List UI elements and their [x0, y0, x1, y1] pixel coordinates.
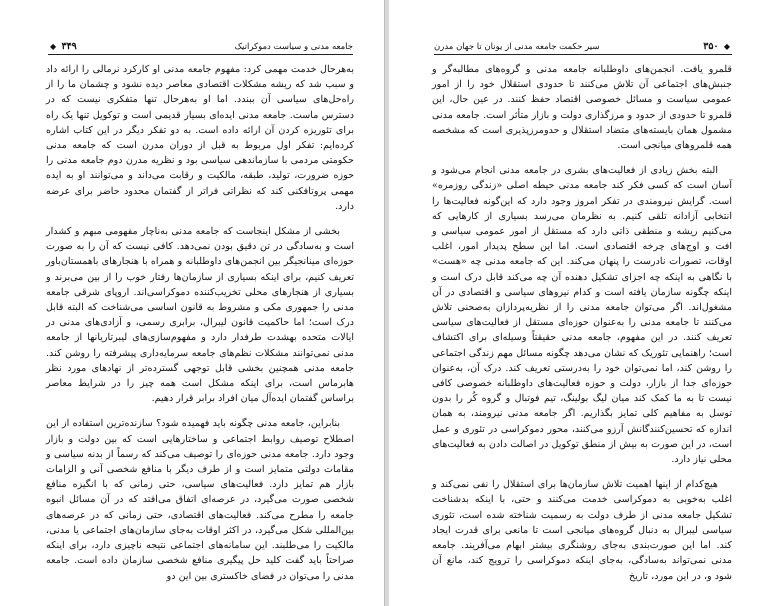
- right-page-header: [434, 41, 732, 55]
- left-page-number: ۳۴۹: [61, 41, 77, 52]
- diamond-icon: ◆: [50, 41, 57, 51]
- paragraph: بخشی از مشکل اینجاست که جامعه مدنی به‌ناچار مفهومی مبهم و کشدار است و به‌سادگی در تن دقیق بودن نمی‌دهد. کافی نیست که آن را به صورت حوزه‌ای مینانجیگر بین انجمن‌های داوطلبانه و همراه با هنجارهای باهمستان‌باور تعریف کنیم، برای اینکه بسیاری از سازمان‌ها رفتار خوب را از بین می‌برند و بسیاری از هنجارهای محلی تخریب‌کننده دموکراسی‌اند. اروپای شرقی جامعه مدنی را جمهوری مکی و مشروط به قانون اساسی می‌شناخت که البته قابل درک است؛ اما حاکمیت قانون لیبرال، برابری رسمی، و آزادی‌های مدنی در ایالات متحده بهشدت طرفدار دارد و مفهوم‌سازی‌های لیبرتاریانها از جامعه مدنی نمی‌توانند مشکلات نظم‌های جامعه سرمایه‌داری پیشرفته را روشن کند. جامعه مدنی همچنین بخشی قابل توجهی گسترده‌تر از نهادهای مورد نظر هابرماس است، برای اینکه مشکل است همه چیز را در شرایط معاصر براساس گفتمان ایده‌آل میان افراد برابر قرار دهیم.: [46, 226, 354, 405]
- paragraph: البته بخش زیادی از فعالیت‌های بشری در جامعه مدنی انجام می‌شود و آسان است که کسی فکر کند جامعه مدنی حیطه اصلی «زندگی روزمره» است. گرایش نیرومندی در تفکر امروز وجود دارد که این‌گونه فعالیت‌ها را انتخابی آزادانه تلقی کنیم. به نظرمان می‌رسد بسیاری از کارهایی که می‌کنیم ریشه و منطقی ذاتی دارد که مستقل از امور عمومی سیاسی و افت و اوج‌های چرخه اقتصادی است. اما این سطح پدیدار امور، اغلب اوقات، تصورات نادرست را پنهان می‌کند. این که جامعه مدنی چه «هست» با نگاهی به اینکه چه اجزای تشکیل دهنده آن چه می‌کند قابل درک است و اینکه چگونه سازمان یافته است و کدام نیروهای سیاسی و اقتصادی در آن مشغول‌اند. اگر می‌توان جامعه مدنی را از نظریه‌پردازان به‌صحنی تلاش می‌کنند تا جامعه مدنی را به‌عنوان حوزه‌ای مستقل از فعالیت‌های سیاسی تعریف کنند. در این مفهوم، جامعه مدنی حقیقتاً وسیله‌ای برای اکتشاف است؛ راهنمایی تئوریک که نشان می‌دهد چگونه مسائل مهم زندگی اجتماعی را روشن کند، اما نمی‌توان خود را به‌درستی تعریف کند. درک آن، به‌عنوان حوزه‌ای جدا از بازار، دولت و حوزه فعالیت‌های داوطلبانه خصوصی کافی نیست تا به ما کمک کند میان لیگ بولینگ، تیم فوتبال و گروه کُر را بدون توسل به مفاهیم کلی تمایز بگذاریم. اگر جامعه مدنی نیرومند، به همان اندازه که تحسین‌کنندگانش آرزو می‌کنند، محور دموکراسی در تئوری و عمل است، در این صورت به بیش از منطق توکویل در اصالت دادن به فعالیت‌های محلی نیاز دارد.: [432, 165, 732, 466]
- left-running-head: جامعه مدنی و سیاست دموکراتیک: [234, 42, 353, 52]
- book-spine: [384, 0, 389, 606]
- left-page-header: [48, 41, 353, 55]
- paragraph: بنابراین، جامعه مدنی چگونه باید فهمیده شود؟ سازنده‌ترین استفاده از این اصطلاح توصیف روابط اجتماعی و ساختارهایی است که بین دولت و بازار وجود دارد. جامعه مدنی حوزه‌ای را توصیف می‌کند که رسماً از بدنه سیاسی و مقامات دولتی متمایز است و از طرف دیگر با منافع شخصی آنی و الزامات بازار هم تمایز دارد. فعالیت‌های سیاسی، حتی زمانی که با انگیزه منافع شخصی صورت می‌گیرد، در عرصه‌ای اتفاق می‌افتد که در آن مسائل انبوه جامعه را مطرح می‌کند. فعالیت‌های اقتصادی، حتی زمانی که در عرصه‌های بین‌المللی شکل می‌گیرد، در اکثر اوقات به‌جای سازمان‌های اجتماعی یا مدنی، مالکیت را می‌طلبند. این سامانه‌های اجتماعی نتیجه ناچیزی دارد، برای اینکه صراحتاً باید گفت کلید حل پیگیری منافع شخصی سازمان داده است. جامعه مدنی را می‌توان در فضای خاکستری بین این دو: [46, 418, 354, 582]
- paragraph: هیچ‌کدام از اینها اهمیت تلاش سازمان‌ها برای استقلال را نفی نمی‌کند و اغلب به‌خوبی به دموکراسی خدمت می‌کنند و حتی، با اینکه بدشناخت تشکیل جامعه مدنی از طرف دولت به رسمیت شناخته شده است، تئوری سیاسی لیبرال به دنبال گروه‌های میانجی است تا مانعی برای قدرت ایجاد کند. اما این صورت‌بندی به‌جای روشنگری بیشتر ابهام می‌آفریند. جامعه مدنی نمی‌تواند به‌سادگی، به‌جای اینکه دموکراسی را ترویج کند، مانع آن شود و، در این مورد، تاریخ: [432, 479, 732, 582]
- left-page-number-group: [48, 40, 77, 53]
- right-page: [388, 0, 768, 606]
- left-page-body: [46, 62, 354, 594]
- paragraph: به‌هرحال خدمت مهمی کرد: مفهوم جامعه مدنی او کارکرد نرمالی را ارائه داد و سبب شد که ریشه مشکلات اقتصادی معاصر دیده نشود و چشمان ما را از راه‌حل‌های سیاسی آن ببندد. اما او به‌هرحال تنها متفکری نیست که در دسترس ماست. جامعه مدنی ایده‌ای بسیار قدیمی است و توکویل تنها یک راه برای تئوریزه کردن آن ارائه داده است. به دو تفکر دیگر در این کتاب اشاره کرده‌ایم: تفکر اول مربوط به قبل از دوران مدرن است که جامعه مدنی حکومتی مردمی با سازماندهی سیاسی بود و نظریه مدرن دوم جامعه مدنی را حوزه ضرورت، تولید، طبقه، مالکیت و رقابت می‌داند و می‌توانند او به ایده مهمی پروتافکنی کند که نظراتی فراتر از گفتمان محدود حاضر برای عرضه دارد.: [46, 64, 354, 212]
- diamond-icon: ◆: [723, 41, 730, 51]
- right-running-head: سیر حکمت جامعه مدنی از یونان تا جهان مدرن: [434, 42, 600, 52]
- paragraph: قلمرو یافت. انجمن‌های داوطلبانه جامعه مدنی و گروه‌های مطالبه‌گر و جنبش‌های اجتماعی آن تلاش می‌کنند تا حدودی استقلال خود را از امور عمومی سیاست و مسائل خصوصی اقتصاد حفظ کنند. در عین حال، این قلمرو تا حدودی از حدود و مرزگذاری دولت و بازار متأثر است. جامعه مدنی مشمول همان بایسته‌های متضاد استقلال و حدومرزپذیری است که مشخصه همه قلمروهای میانجی است.: [432, 64, 732, 152]
- right-page-number: ۳۵۰: [703, 41, 719, 52]
- right-page-number-group: [703, 40, 732, 53]
- right-page-body: [432, 62, 732, 594]
